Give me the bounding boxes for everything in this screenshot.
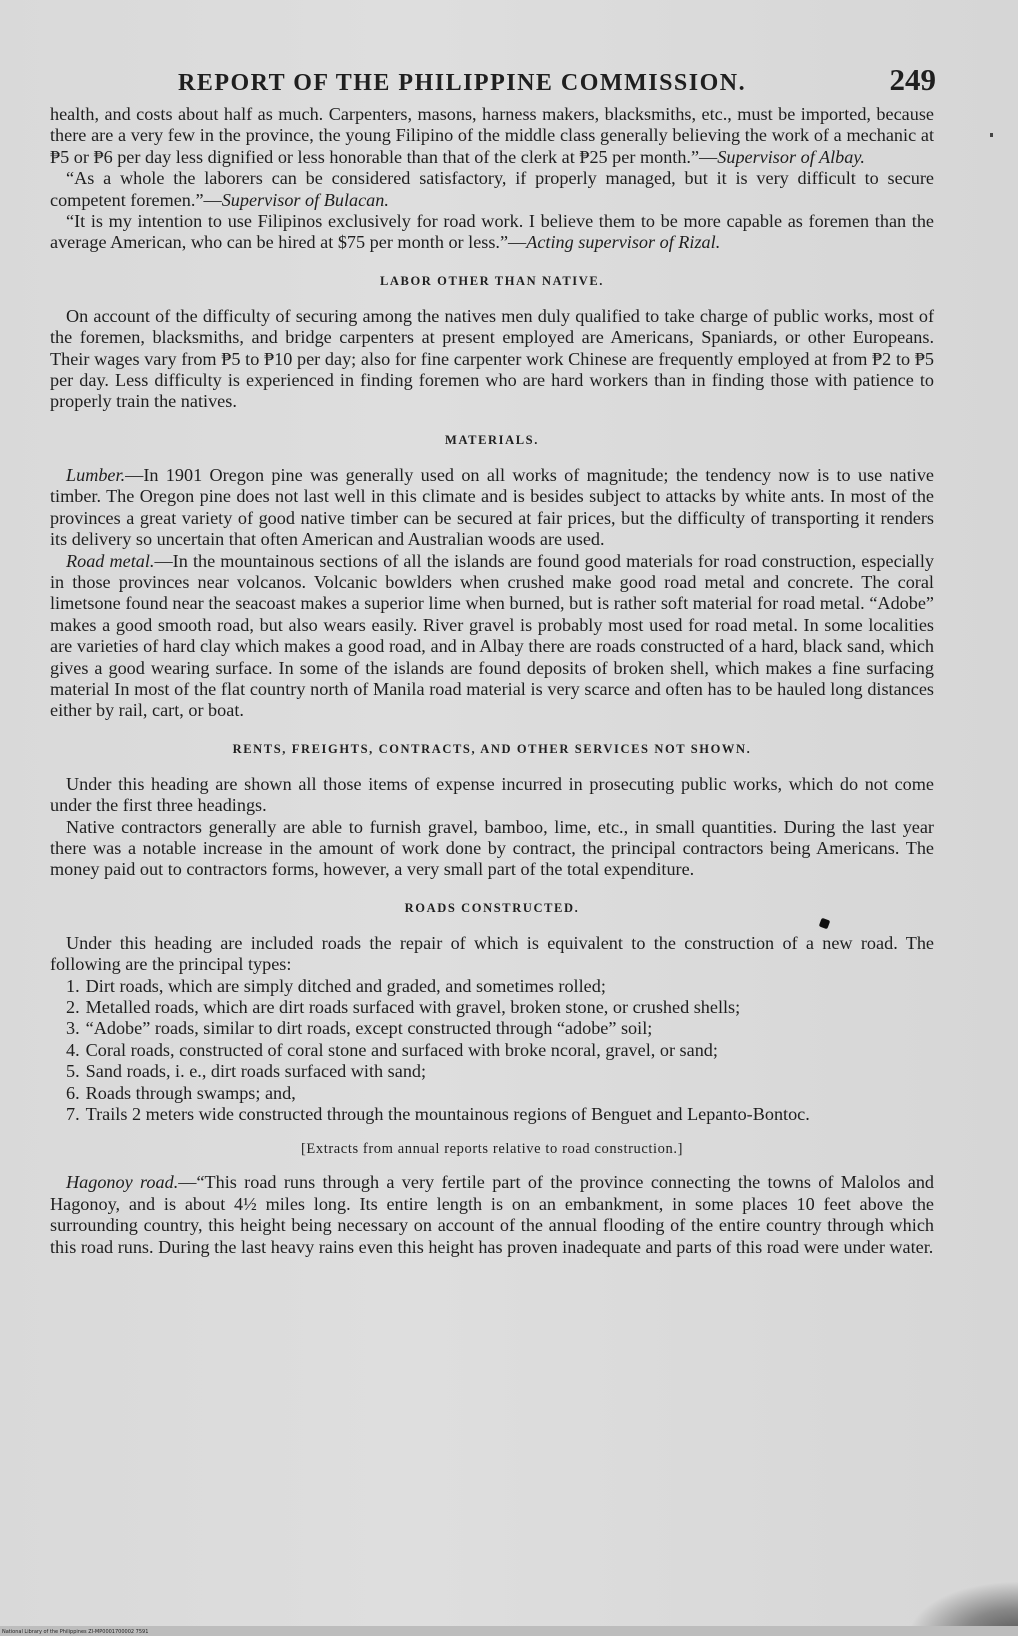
list-item: 7. Trails 2 meters wide constructed through the mountainous regions of Benguet and Lepanto-Bontoc.: [66, 1104, 810, 1125]
list-item: 4. Coral roads, constructed of coral stone and surfaced with broke ncoral, gravel, or sand;: [66, 1039, 718, 1060]
lumber-text: —In 1901 Oregon pine was generally used on all works of magnitude; the tendency now is to use native timber. The Oregon pine does not last well in this climate and is besides subject to attacks by white ants. In most of the provinces a great variety of good native timber can be secured at fair prices, but the difficulty of transporting it renders its delivery so uncertain that often American and Australian woods are used.: [50, 464, 934, 550]
intro-attribution-1: Supervisor of Albay.: [717, 146, 865, 167]
hagonoy-paragraph: [50, 1172, 934, 1258]
extracts-heading: [Extracts from annual reports relative to road construction.]: [300, 1141, 684, 1158]
running-title: REPORT OF THE PHILIPPINE COMMISSION.: [178, 70, 747, 96]
intro-paragraph-1: [50, 104, 934, 168]
road-metal-paragraph: [50, 551, 934, 722]
intro-paragraph-2: [50, 168, 934, 211]
lumber-label: Lumber.: [66, 464, 126, 485]
lumber-paragraph: [50, 465, 934, 551]
road-metal-label: Road metal.: [66, 550, 155, 571]
rents-paragraph-2: Native contractors generally are able to furnish gravel, bamboo, lime, etc., in small quantities. During the last year there was a notable increase in the amount of work done by contract, the principal contractors being Americans. The money paid out to contractors forms, however, a very small part of the total expenditure.: [50, 816, 934, 880]
scan-speck: [990, 133, 993, 137]
hagonoy-text: —“This road runs through a very fertile part of the province connecting the towns of Malolos and Hagonoy, and is about 4½ miles long. Its entire length is on an embankment, in some places 10 feet above the surrounding country, this height being necessary on account of the annual flooding of the entire country through which this road runs. During the last heavy rains even this height has proven inadequate and parts of this road were under water.: [50, 1172, 935, 1257]
rents-paragraph-1: Under this heading are shown all those items of expense incurred in prosecuting public works, which do not come under the first three headings.: [50, 773, 934, 816]
intro-paragraph-3: [50, 211, 934, 254]
list-item: 6. Roads through swamps; and,: [66, 1082, 296, 1103]
page-content: [50, 60, 934, 1258]
intro-text-2: “As a whole the laborers can be considered satisfactory, if properly managed, but it is very difficult to secure competent foremen.”—: [50, 168, 934, 210]
intro-attribution-2: Supervisor of Bulacan.: [221, 189, 389, 210]
intro-attribution-3: Acting supervisor of Rizal.: [526, 232, 721, 253]
scan-footer-text: National Library of the Philippines ZI-MP0001700002 7591: [2, 1629, 149, 1635]
road-metal-text: —In the mountainous sections of all the islands are found good materials for road construction, especially in those provinces near volcanos. Volcanic bowlders when crushed make good road metal and concrete. The coral limetsone found near the seacoast makes a superior lime when burned, but is rather soft material for road metal. “Adobe” makes a good smooth road, but also wears easily. River gravel is probably most used for road metal. In some localities are varieties of hard clay which makes a good road, and in Albay there are roads constructed of a hard, black sand, which gives a good wearing surface. In some of the islands are found deposits of broken shell, which makes a fine surfacing material In most of the flat country north of Manila road material is very scarce and often has to be hauled long distances either by rail, cart, or boat.: [50, 550, 934, 721]
section-heading-labor: LABOR OTHER THAN NATIVE.: [379, 273, 605, 288]
list-item: 3. “Adobe” roads, similar to dirt roads, except constructed through “adobe” soil;: [66, 1018, 653, 1039]
hagonoy-label: Hagonoy road.: [66, 1172, 179, 1193]
list-item: 5. Sand roads, i. e., dirt roads surfaced with sand;: [66, 1061, 427, 1082]
section-heading-rents: RENTS, FREIGHTS, CONTRACTS, AND OTHER SERVICES NOT SHOWN.: [232, 741, 752, 756]
road-types-list: [50, 976, 934, 1126]
section-heading-materials: MATERIALS.: [445, 432, 539, 447]
intro-text-1: health, and costs about half as much. Carpenters, masons, harness makers, blacksmiths, etc., must be imported, because there are a very few in the province, the young Filipino of the middle class generally believing the work of a mechanic at ₱5 or ₱6 per day less dignified or less honorable than that of the clerk at ₱25 per month.”—: [50, 104, 934, 167]
page-number: 249: [889, 62, 936, 97]
list-item: 2. Metalled roads, which are dirt roads surfaced with gravel, broken stone, or crushed shells;: [66, 997, 741, 1017]
labor-paragraph: On account of the difficulty of securing among the natives men duly qualified to take charge of public works, most of the foremen, blacksmiths, and bridge carpenters at present employed are Americans, Spaniards, or other Europeans. Their wages vary from ₱5 to ₱10 per day; also for fine carpenter work Chinese are frequently employed at from ₱2 to ₱5 per day. Less difficulty is experienced in finding foremen who are hard workers than in finding those with patience to properly train the natives.: [50, 305, 934, 412]
running-head: [50, 60, 934, 104]
intro-text-3: “It is my intention to use Filipinos exclusively for road work. I believe them to be more capable as foremen than the average American, who can be hired at $75 per month or less.”—: [50, 211, 934, 253]
list-item: 1. Dirt roads, which are simply ditched and graded, and sometimes rolled;: [66, 975, 606, 996]
roads-intro-paragraph: Under this heading are included roads the repair of which is equivalent to the construction of a new road. The following are the principal types:: [50, 932, 934, 975]
scan-footer-strip: [0, 1626, 1018, 1636]
section-heading-roads: ROADS CONSTRUCTED.: [404, 900, 580, 915]
